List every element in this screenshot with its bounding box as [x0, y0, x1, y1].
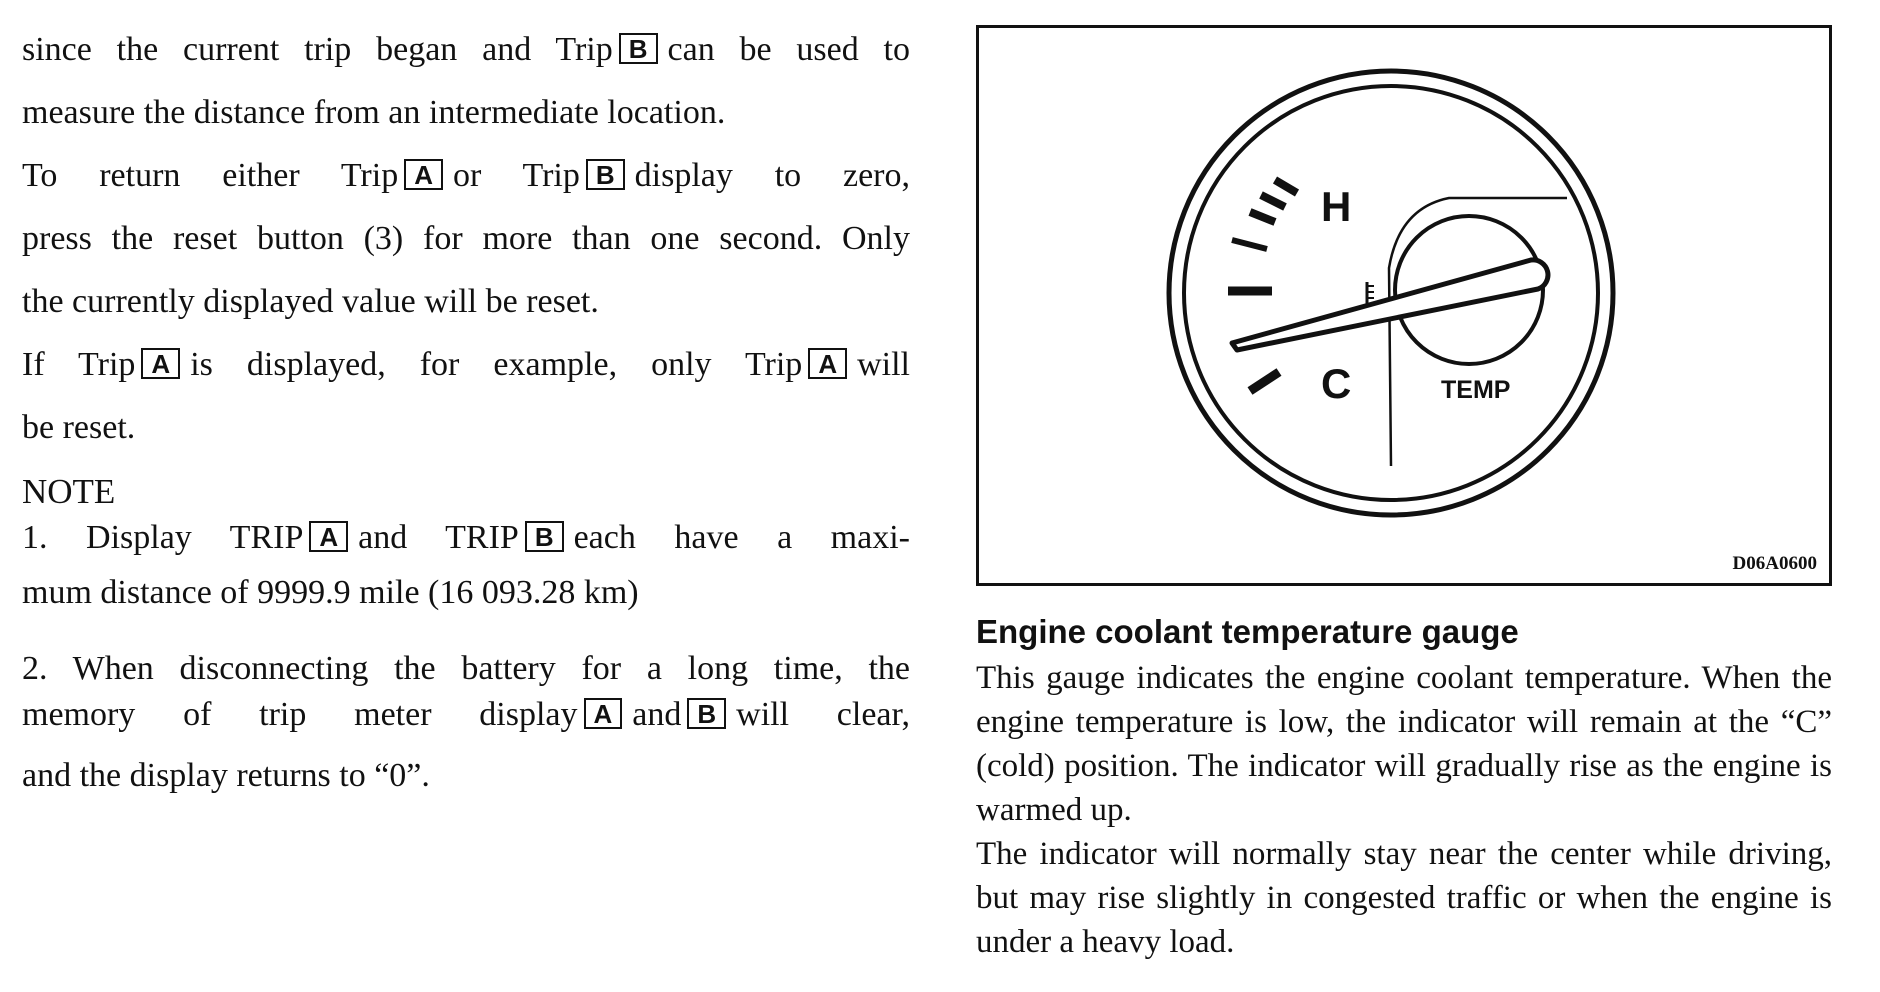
tick-mark — [1232, 240, 1267, 249]
gauge-high-label: H — [1321, 183, 1352, 230]
figure-frame — [976, 25, 1832, 586]
left-column — [22, 18, 910, 807]
text-span: can be used to — [667, 31, 910, 68]
text-span: will — [857, 346, 910, 383]
trip-a-box: A — [141, 348, 180, 379]
trip-b-paragraph — [22, 18, 910, 144]
text-span: To return either Trip — [22, 157, 399, 194]
text-span: 1. Display TRIP — [22, 519, 304, 556]
reset-paragraph — [22, 144, 910, 333]
text-line: be reset. — [22, 409, 136, 446]
gauge-unit-label: TEMP — [1441, 376, 1511, 404]
right-column — [976, 612, 1832, 964]
text-line: press the reset button (3) for more than one second. Only — [22, 220, 910, 257]
text-line: measure the distance from an intermediate location. — [22, 94, 726, 131]
text-span: since the current trip began and Trip — [22, 31, 613, 68]
text-line: mum distance of 9999.9 mile (16 093.28 km) — [22, 574, 639, 611]
coolant-description-paragraph: This gauge indicates the engine coolant temperature. When the engine temperature is low, the indicator will remain at the “C” (cold) position. The indicator will gradually rise as the engine is warmed up. — [976, 660, 1832, 828]
trip-b-box: B — [687, 698, 726, 729]
trip-b-box: B — [619, 33, 658, 64]
text-line — [22, 18, 910, 81]
tick-mark — [1250, 372, 1279, 391]
text-span: or Trip — [452, 157, 580, 194]
tick-mark — [1250, 212, 1275, 222]
note-item-2 — [22, 646, 910, 807]
text-line — [22, 144, 910, 207]
text-line — [22, 333, 910, 396]
trip-a-box: A — [309, 521, 348, 552]
note-item-1 — [22, 515, 910, 624]
trip-b-box: B — [586, 159, 625, 190]
trip-a-box: A — [584, 698, 623, 729]
text-span: is displayed, for example, only Trip — [190, 346, 803, 383]
trip-a-box: A — [808, 348, 847, 379]
text-line: 2. When disconnecting the battery for a long time, the — [22, 650, 910, 687]
text-line: the currently displayed value will be reset. — [22, 283, 599, 320]
tick-mark — [1275, 180, 1297, 193]
text-span: each have a maxi- — [573, 519, 910, 556]
coolant-driving-paragraph: The indicator will normally stay near the center while driving, but may rise slightly in congested traffic or when the engine is under a heavy load. — [976, 836, 1832, 960]
tick-mark — [1261, 195, 1285, 207]
text-line — [22, 515, 910, 561]
text-span: If Trip — [22, 346, 136, 383]
note-heading: NOTE — [22, 472, 116, 511]
coolant-temperature-gauge — [979, 28, 1829, 583]
text-line: and the display returns to “0”. — [22, 757, 430, 794]
trip-b-box: B — [525, 521, 564, 552]
gauge-cold-label: C — [1321, 360, 1352, 407]
example-paragraph — [22, 333, 910, 459]
text-line — [22, 692, 910, 738]
text-span: memory of trip meter display — [22, 696, 578, 733]
text-span: will clear, — [736, 696, 910, 733]
figure-code: D06A0600 — [1732, 553, 1817, 574]
trip-a-box: A — [404, 159, 443, 190]
text-span: and TRIP — [358, 519, 519, 556]
text-span: and — [632, 696, 682, 733]
text-span: display to zero, — [634, 157, 910, 194]
section-title: Engine coolant temperature gauge — [976, 613, 1519, 650]
